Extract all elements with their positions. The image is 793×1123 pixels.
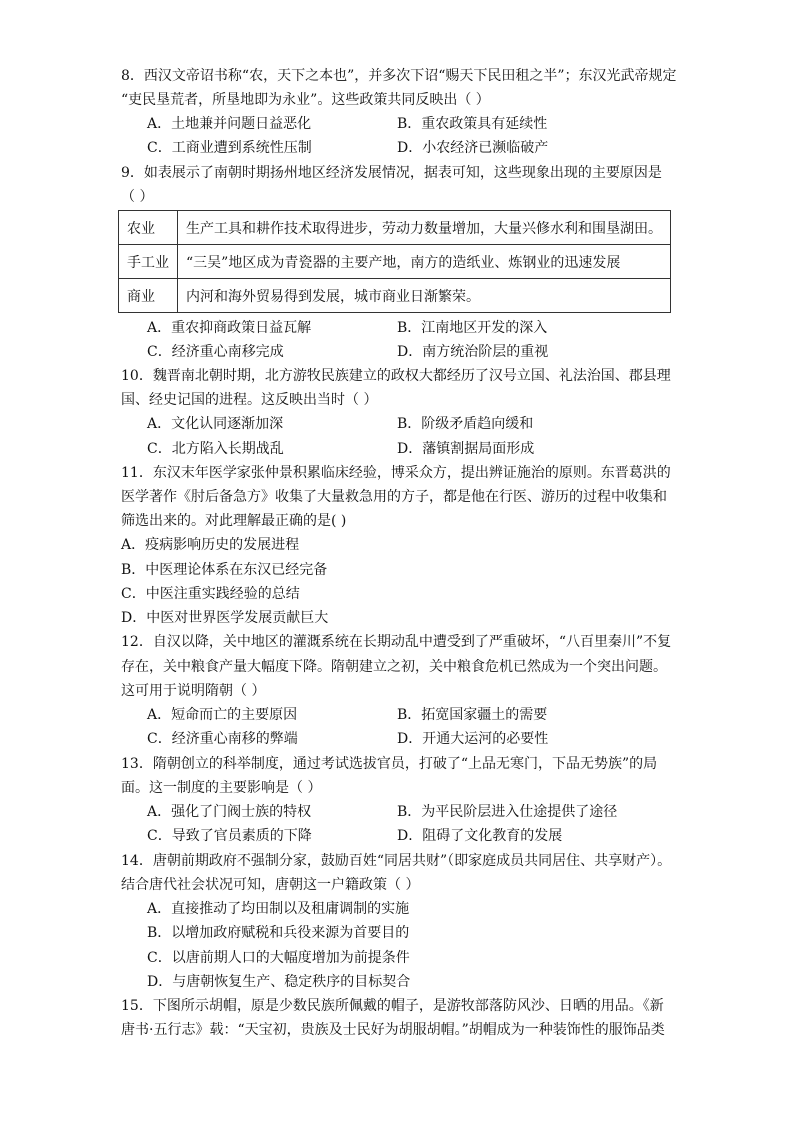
q8-stem-line1: 8．西汉文帝诏书称“农，天下之本也”，并多次下诏“赐天下民田租之半”；东汉光武帝规定 — [121, 68, 677, 84]
q14-option-d: D．与唐朝恢复生产、稳定秩序的目标契合 — [147, 974, 411, 990]
q11-option-c: C．中医注重实践经验的总结 — [121, 586, 300, 602]
q9-stem-line1: 9．如表展示了南朝时期扬州地区经济发展情况，据表可知，这些现象出现的主要原因是 — [121, 165, 662, 181]
q11-option-b: B．中医理论体系在东汉已经完备 — [121, 562, 328, 578]
q10-option-b: B．阶级矛盾趋向缓和 — [397, 416, 534, 432]
q13-stem-line1: 13．隋朝创立的科举制度，通过考试选拔官员，打破了“上品无寒门，下品无势族”的局 — [121, 756, 658, 772]
q9-option-b: B．江南地区开发的深入 — [397, 320, 548, 336]
q14-option-a: A．直接推动了均田制以及租庸调制的实施 — [147, 901, 410, 917]
q15-stem-line2: 唐书·五行志》载：“天宝初，贵族及士民好为胡服胡帽。”胡帽成为一种装饰性的服饰品类 — [121, 1022, 665, 1038]
q10-option-d: D．藩镇割据局面形成 — [397, 441, 535, 457]
q11-option-d: D．中医对世界医学发展贡献巨大 — [121, 610, 329, 626]
q14-stem-line2: 结合唐代社会状况可知，唐朝这一户籍政策（ ） — [121, 877, 420, 893]
q9-option-c: C．经济重心南移完成 — [147, 344, 284, 360]
q14-stem-line1: 14．唐朝前期政府不强制分家，鼓励百姓“同居共财”（即家庭成员共同居住、共享财产）。 — [121, 853, 672, 869]
q11-stem-line3: 筛选出来的。对此理解最正确的是( ) — [121, 513, 347, 529]
q9-data-table — [118, 210, 671, 313]
q14-option-c: C．以唐前期人口的大幅度增加为前提条件 — [147, 950, 410, 966]
q14-option-b: B．以增加政府赋税和兵役来源为首要目的 — [147, 925, 410, 941]
table-cell-content: 生产工具和耕作技术取得进步，劳动力数量增加，大量兴修水利和围垦湖田。 — [178, 211, 671, 245]
q8-option-a: A．土地兼并问题日益恶化 — [147, 116, 312, 132]
q12-option-b: B．拓宽国家疆土的需要 — [397, 707, 548, 723]
table-cell-label: 农业 — [119, 211, 178, 245]
q9-option-a: A．重农抑商政策日益瓦解 — [147, 320, 312, 336]
q8-option-d: D．小农经济已濒临破产 — [397, 140, 549, 156]
q13-option-b: B．为平民阶层进入仕途提供了途径 — [397, 804, 618, 820]
q8-option-b: B．重农政策具有延续性 — [397, 116, 548, 132]
q13-stem-line2: 面。这一制度的主要影响是（ ） — [121, 780, 322, 796]
q11-option-a: A．疫病影响历史的发展进程 — [121, 537, 300, 553]
q8-stem-line2: “吏民垦荒者，所垦地即为永业”。这些政策共同反映出（ ） — [121, 92, 490, 108]
q9-stem-line2: （ ） — [121, 189, 154, 205]
q8-option-c: C．工商业遭到系统性压制 — [147, 140, 312, 156]
q10-option-a: A．文化认同逐渐加深 — [147, 416, 284, 432]
q12-stem-line1: 12．自汉以降，关中地区的灌溉系统在长期动乱中遭受到了严重破坏，“八百里秦川”不复 — [121, 634, 672, 650]
table-cell-label: 手工业 — [119, 245, 178, 279]
table-row — [119, 211, 671, 245]
table-cell-label: 商业 — [119, 279, 178, 313]
q15-stem-line1: 15．下图所示胡帽，原是少数民族所佩戴的帽子，是游牧部落防风沙、日晒的用品。《新 — [121, 998, 664, 1014]
q12-stem-line3: 这可用于说明隋朝（ ） — [121, 683, 266, 699]
q12-option-c: C．经济重心南移的弊端 — [147, 731, 298, 747]
table-row — [119, 279, 671, 313]
q13-option-d: D．阻碍了文化教育的发展 — [397, 828, 563, 844]
q9-option-d: D．南方统治阶层的重视 — [397, 344, 549, 360]
q10-option-c: C．北方陷入长期战乱 — [147, 441, 284, 457]
q13-option-c: C．导致了官员素质的下降 — [147, 828, 312, 844]
q12-stem-line2: 存在，关中粮食产量大幅度下降。隋朝建立之初，关中粮食危机已然成为一个突出问题。 — [121, 659, 667, 675]
table-cell-content: “三吴”地区成为青瓷器的主要产地，南方的造纸业、炼钢业的迅速发展 — [178, 245, 671, 279]
table-cell-content: 内河和海外贸易得到发展，城市商业日渐繁荣。 — [178, 279, 671, 313]
q10-stem-line1: 10．魏晋南北朝时期，北方游牧民族建立的政权大都经历了汉号立国、礼法治国、郡县理 — [121, 368, 671, 384]
table-row — [119, 245, 671, 279]
q13-option-a: A．强化了门阀士族的特权 — [147, 804, 312, 820]
q12-option-d: D．开通大运河的必要性 — [397, 731, 549, 747]
q11-stem-line2: 医学著作《肘后备急方》收集了大量救急用的方子，都是他在行医、游历的过程中收集和 — [121, 489, 667, 505]
q10-stem-line2: 国、经史记国的进程。这反映出当时（ ） — [121, 392, 378, 408]
q11-stem-line1: 11．东汉末年医学家张仲景积累临床经验，博采众方，提出辨证施治的原则。东晋葛洪的 — [121, 465, 671, 481]
q12-option-a: A．短命而亡的主要原因 — [147, 707, 298, 723]
